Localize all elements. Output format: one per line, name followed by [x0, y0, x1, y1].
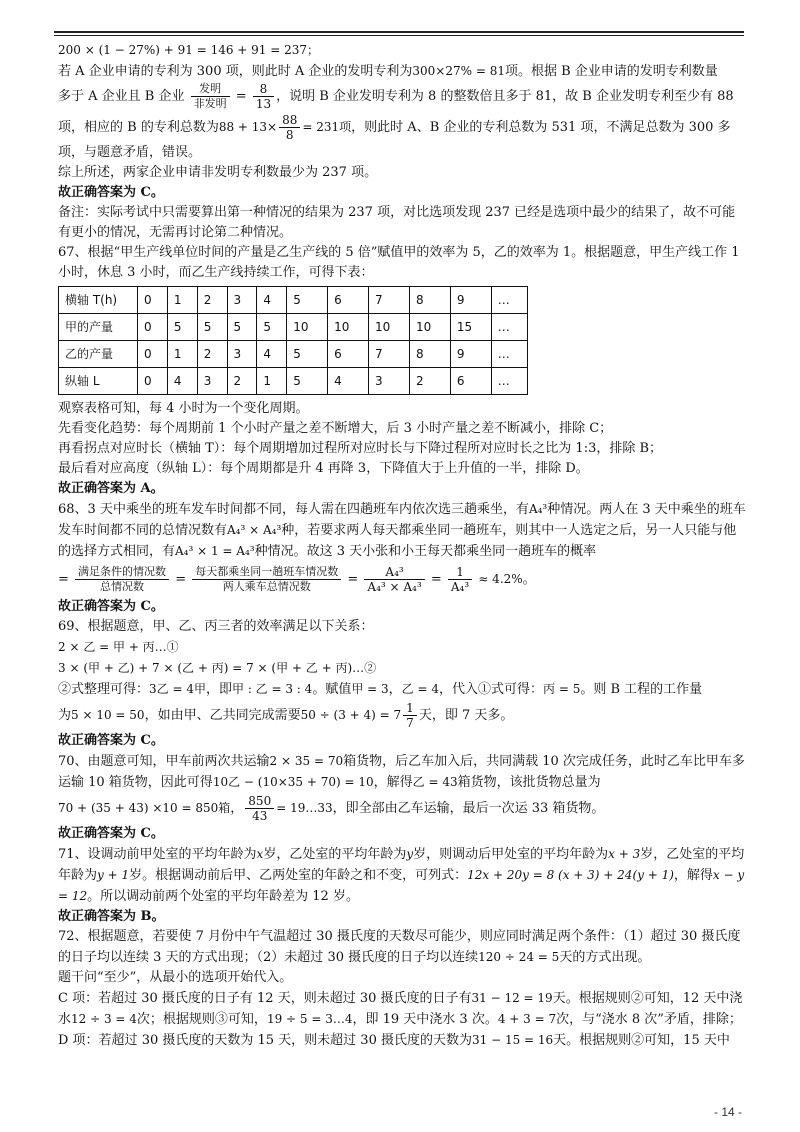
table-cell: 15 [450, 314, 491, 341]
mixed-fraction: $\frac{1}{7}$ [403, 701, 417, 730]
row-label: 甲的产量 [59, 314, 138, 341]
table-cell: 4 [167, 368, 197, 395]
paragraph-b-ratio: 多于 A 企业且 B 企业 $\frac{\text{发明}}{\text{非发明}}$ = $\frac{8}{13}$ ，说明 B 企业发明专利为 8 的整数倍且多于 81，故 B 企业发明专利至少有 88 [58, 82, 734, 111]
table-row [59, 368, 528, 395]
table-cell: 3 [227, 341, 257, 368]
table-cell: 1 [167, 341, 197, 368]
table-cell: … [491, 287, 527, 314]
q69-intro: 69、根据题意，甲、乙、丙三者的效率满足以下关系： [58, 619, 374, 634]
q70-total: 70 + (35 + 43) ×10 = 850箱， $\frac{850}{43}$ = 19…33，即全部由乙车运输，最后一次运 33 箱货物。 [58, 794, 605, 823]
prob-fraction-words: $\frac{\text{满足条件的情况数}}{\text{总情况数}}$ [75, 565, 169, 594]
table-cell: 2 [197, 287, 227, 314]
summary-66: 综上所述，两家企业申请非发明专利数最少为 237 项。 [58, 165, 378, 180]
table-cell: 6 [450, 368, 491, 395]
table-cell: 2 [227, 368, 257, 395]
paragraph-b-total: 项，相应的 B 的专利总数为88 + 13× $\frac{88}{8}$ = 231项，则此时 A、B 企业的专利总数为 531 项，不满足总数为 300 多 [58, 113, 731, 142]
prob-fraction-b: $\frac{1}{\text{A₄³}}$ [448, 565, 472, 594]
table-cell: … [491, 314, 527, 341]
q69-eq1: 2 × 乙 = 甲 + 丙…① [58, 640, 179, 654]
answer-67: 故正确答案为 A。 [58, 481, 164, 496]
b-total-fraction: $\frac{88}{8}$ [279, 113, 300, 142]
note-66: 备注：实际考试中只需要算出第一种情况的结果为 237 项，对比选项发现 237 已经是选项中最少的结果了，故不可能有更小的情况，无需再讨论第二种情况。 [58, 205, 736, 240]
table-cell: 6 [328, 287, 369, 314]
answer-68: 故正确答案为 C。 [58, 599, 164, 614]
ratio-fraction: $\frac{\text{发明}}{\text{非发明}}$ [191, 82, 230, 111]
table-cell: 0 [138, 368, 168, 395]
top-formula: 200 × (1 − 27%) + 91 = 146 + 91 = 237； [58, 43, 320, 57]
q72-option-c: C 项：若超过 30 摄氏度的日子有 12 天，则未超过 30 摄氏度的日子有31 − 12 = 19天。根据规则②可知，12 天中浇水12 ÷ 3 = 4次；根据规则③可知，19 ÷ 5 = 3…4，即 19 天中浇水 3 次。4 + 3 = 7次，与“浇水 8 次”矛盾，排除； [58, 991, 743, 1027]
row-label: 横轴 T(h) [59, 287, 138, 314]
document-body [58, 40, 748, 1051]
table-cell: 10 [328, 314, 369, 341]
q68-text: 68、3 天中乘坐的班车发车时间都不同，每人需在四趟班车内依次选三趟乘坐，有A₄³种情况。两人在 3 天中乘坐的班车发车时间都不同的总情况数有A₄³ × A₄³种，若要求两人每天都乘坐同一趟班车，则其中一人选定之后，另一人只能与他的选择方式相同，有A₄³ × 1 = A₄³种情况。故这 3 天小张和小王每天都乘坐同一趟班车的概率 [58, 502, 746, 559]
q69-eq2: 3 × (甲 + 乙) + 7 × (乙 + 丙) = 7 × (甲 + 乙 + 丙)…② [58, 661, 377, 675]
prob-fraction-words-2: $\frac{\text{每天都乘坐同一趟班车情况数}}{\text{两人乘车总情况数}}$ [192, 565, 341, 594]
answer-70: 故正确答案为 C。 [58, 826, 164, 841]
table-cell: 4 [257, 341, 287, 368]
table-cell: 5 [257, 314, 287, 341]
answer-71: 故正确答案为 B。 [58, 909, 165, 924]
q72-option-d: D 项：若超过 30 摄氏度的天数为 15 天，则未超过 30 摄氏度的天数为31 − 15 = 16天。根据规则②可知，15 天中 [58, 1033, 730, 1048]
table-cell: 7 [369, 287, 410, 314]
answer-69: 故正确答案为 C。 [58, 733, 164, 748]
q69-solve: ②式整理可得：3乙 = 4甲，即甲 : 乙 = 3 : 4。赋值甲 = 3，乙 = 4，代入①式可得：丙 = 5。则 B 工程的工作量 [58, 682, 703, 697]
table-cell: 4 [328, 368, 369, 395]
table-cell: 5 [287, 341, 328, 368]
table-cell: 0 [138, 314, 168, 341]
answer-66: 故正确答案为 C。 [58, 185, 164, 200]
table-cell: 4 [257, 287, 287, 314]
paragraph-contradiction: 项，与题意矛盾，错误。 [58, 145, 202, 160]
table-cell: 2 [409, 368, 450, 395]
table-cell: 2 [197, 341, 227, 368]
page-number: - 14 - [713, 1105, 742, 1119]
table-cell: 8 [409, 287, 450, 314]
row-label: 纵轴 L [59, 368, 138, 395]
table-row [59, 314, 528, 341]
table-row [59, 287, 528, 314]
q72-hint: 题干问“至少”，从最小的选项开始代入。 [58, 970, 293, 985]
table-cell: 3 [369, 368, 410, 395]
q67-intro: 67、根据“甲生产线单位时间的产量是乙生产线的 5 倍”赋值甲的效率为 5，乙的效率为 1。根据题意，甲生产线工作 1 小时，休息 3 小时，而乙生产线持续工作，可得下表： [58, 245, 740, 280]
header-rule-thick [54, 31, 744, 33]
q72-text: 72、根据题意，若要使 7 月份中午气温超过 30 摄氏度的天数尽可能少，则应同时满足两个条件：（1）超过 30 摄氏度的日子均以连续 3 天的方式出现；（2）未超过 30 摄氏度的日子均以连续120 ÷ 24 = 5天的方式出现。 [58, 929, 741, 965]
table-cell: … [491, 368, 527, 395]
table-cell: 1 [167, 287, 197, 314]
table-cell: 5 [227, 314, 257, 341]
table-cell: 5 [287, 287, 328, 314]
table-cell: 5 [287, 368, 328, 395]
ratio-value-fraction: $\frac{8}{13}$ [253, 82, 274, 111]
table-cell: 3 [197, 368, 227, 395]
q67-line-4: 最后看对应高度（纵轴 L）：每个周期都是升 4 再降 3，下降值大于上升值的一半，排除 D。 [58, 461, 589, 476]
q67-line-2: 先看变化趋势：每个周期前 1 个小时产量之差不断增大，后 3 小时产量之差不断减小，排除 C； [58, 421, 613, 436]
table-cell: 3 [227, 287, 257, 314]
q71-text: 71、设调动前甲处室的平均年龄为x岁，乙处室的平均年龄为y岁，则调动后甲处室的平均年龄为x + 3岁，乙处室的平均年龄为y + 1岁。根据调动前后甲、乙两处室的年龄之和不变，可列式：12x + 20y = 8 (x + 3) + 24(y + 1)，解得x − y = 12。所以调动前两个处室的平均年龄差为 12 岁。 [58, 847, 745, 904]
table-cell: 5 [197, 314, 227, 341]
table-cell: 5 [167, 314, 197, 341]
table-cell: 8 [409, 341, 450, 368]
row-label: 乙的产量 [59, 341, 138, 368]
table-cell: 0 [138, 341, 168, 368]
q70-text: 70、由题意可知，甲车前两次共运输2 × 35 = 70箱货物，后乙车加入后，共同满载 10 次完成任务，此时乙车比甲车多运输 10 箱货物，因此可得10乙 − (10×35 + 70) = 10，解得乙 = 43箱货物，该批货物总量为 [58, 754, 745, 790]
header-rule-thin [54, 35, 744, 36]
trips-fraction: $\frac{850}{43}$ [245, 794, 274, 823]
table-cell: 1 [257, 368, 287, 395]
q67-line-1: 观察表格可知，每 4 小时为一个变化周期。 [58, 401, 309, 416]
q69-work: 为5 × 10 = 50，如由甲、乙共同完成需要50 ÷ (3 + 4) = 7 $\frac{1}{7}$ 天，即 7 天多。 [58, 701, 514, 730]
prob-fraction-a: $\frac{\text{A₄³}}{\text{A₄³ × A₄³}}$ [364, 565, 424, 594]
table-cell: 0 [138, 287, 168, 314]
table-cell: 9 [450, 287, 491, 314]
q67-line-3: 再看拐点对应时长（横轴 T）：每个周期增加过程所对应时长与下降过程所对应时长之比为 1:3，排除 B； [58, 441, 663, 456]
table-cell: 9 [450, 341, 491, 368]
table-row [59, 341, 528, 368]
paragraph-a-patents: 若 A 企业申请的专利为 300 项，则此时 A 企业的发明专利为300×27% = 81项。根据 B 企业申请的发明专利数量 [58, 64, 718, 79]
table-cell: 10 [369, 314, 410, 341]
table-cell: 6 [328, 341, 369, 368]
q68-probability: = $\frac{\text{满足条件的情况数}}{\text{总情况数}}$ = $\frac{\text{每天都乘坐同一趟班车情况数}}{\text{两人乘车总情况数}}$ = $\frac{\text{A₄³}}{\text{A₄³ × A₄³}}$ = $\frac{1}{\text{A₄³}}$ ≈ 4.2%。 [58, 565, 536, 594]
table-cell: 7 [369, 341, 410, 368]
table-cell: 10 [409, 314, 450, 341]
table-cell: … [491, 341, 527, 368]
production-table [58, 286, 528, 395]
table-cell: 10 [287, 314, 328, 341]
